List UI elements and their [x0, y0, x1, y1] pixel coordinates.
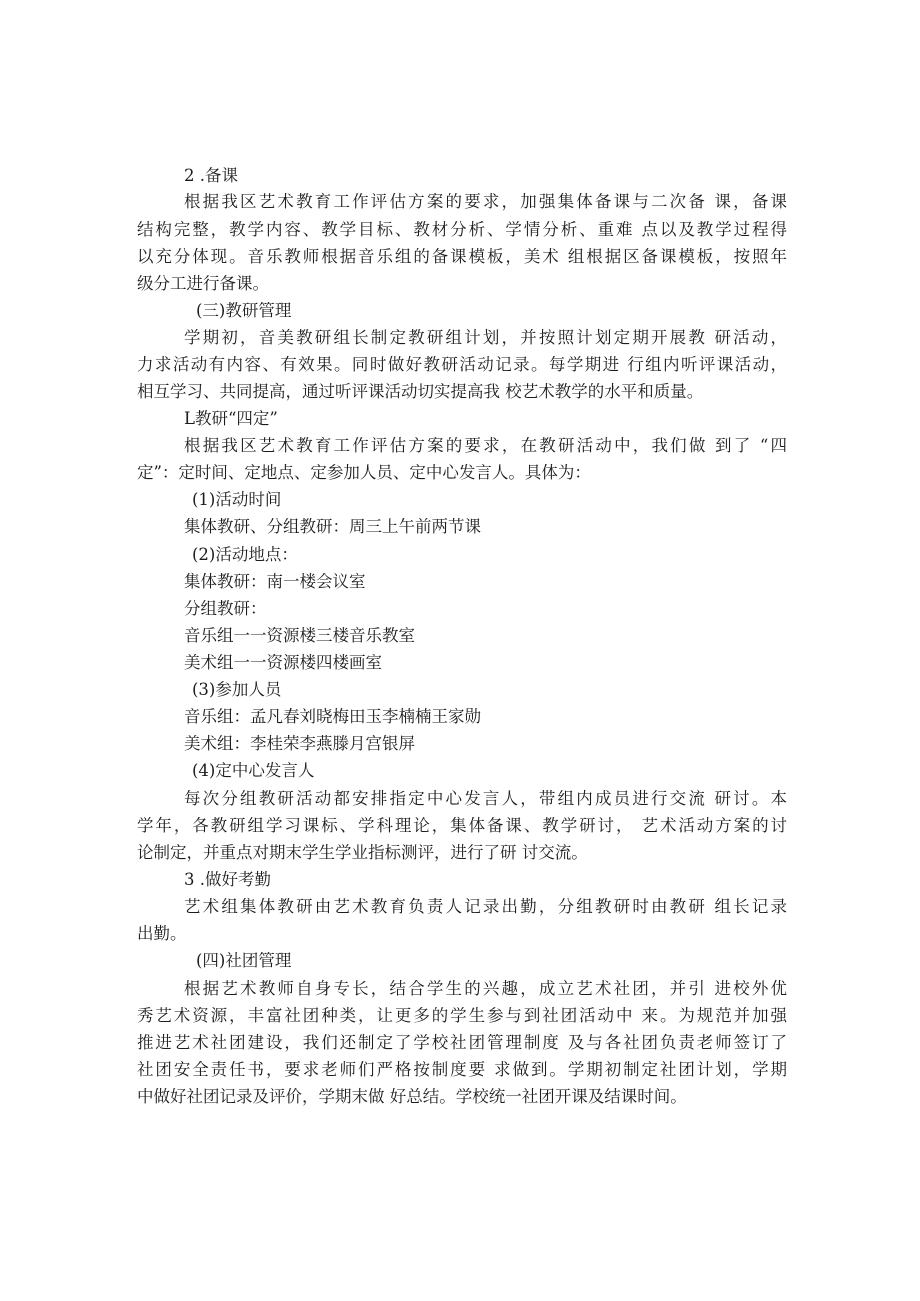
paragraph-line: 中做好社团记录及评价，学期末做 好总结。学校统一社团开课及结课时间。: [137, 1087, 687, 1106]
paragraph-line: 推进艺术社团建设，我们还制定了学校社团管理制度 及与各社团负责老师签订了: [137, 1033, 787, 1052]
paragraph-line: 以充分体现。音乐教师根据音乐组的备课模板，美术 组根据区备课模板，按照年: [137, 247, 787, 266]
paragraph-line: 学期初，音美教研组长制定教研组计划，并按照计划定期开展教 研活动，: [184, 328, 787, 347]
section-heading-club-management: (四)社团管理: [196, 951, 292, 970]
paragraph-line: 结构完整，教学内容、教学目标、教材分析、学情分析、重难 点以及教学过程得: [137, 220, 787, 239]
paragraph-line: 根据我区艺术教育工作评估方案的要求，加强集体备课与二次备 课，备课: [184, 192, 787, 211]
list-item: 美术组：李桂荣李燕滕月宫银屏: [184, 734, 415, 753]
paragraph-line: 艺术组集体教研由艺术教育负责人记录出勤，分组教研时由教研 组长记录: [184, 897, 787, 916]
paragraph-line: 每次分组教研活动都安排指定中心发言人，带组内成员进行交流 研讨。本: [184, 789, 787, 808]
paragraph-line: 社团安全责任书，要求老师们严格按制度要 求做到。学期初制定社团计划，学期: [137, 1060, 787, 1079]
paragraph-line: 定”：定时间、定地点、定参加人员、定中心发言人。具体为：: [137, 463, 591, 482]
list-item: 音乐组一一资源楼三楼音乐教室: [184, 626, 415, 645]
list-item: 分组教研：: [184, 599, 267, 618]
paragraph-line: 根据我区艺术教育工作评估方案的要求，在教研活动中，我们做 到了 “四: [184, 436, 787, 455]
paragraph-line: 级分工进行备课。: [137, 274, 269, 293]
section-heading-research-management: (三)教研管理: [196, 301, 292, 320]
list-heading: (1)活动时间: [192, 490, 282, 509]
paragraph-line: 学年，各教研组学习课标、学科理论，集体备课、教学研讨， 艺术活动方案的讨: [137, 816, 787, 835]
section-heading-attendance: 3 .做好考勤: [184, 870, 271, 889]
paragraph-line: 秀艺术资源，丰富社团种类，让更多的学生参与到社团活动中 来。为规范并加强: [137, 1006, 787, 1025]
section-heading-preparation: 2 .备课: [184, 166, 238, 185]
paragraph-line: 力求活动有内容、有效果。同时做好教研活动记录。每学期进 行组内听评课活动，: [137, 355, 787, 374]
list-heading: (2)活动地点：: [192, 545, 298, 564]
section-heading-four-fixed: L教研“四定”: [184, 409, 278, 428]
paragraph-line: 出勤。: [137, 924, 187, 943]
list-heading: (4)定中心发言人: [192, 761, 315, 780]
paragraph-line: 根据艺术教师自身专长，结合学生的兴趣，成立艺术社团，并引 进校外优: [184, 979, 787, 998]
list-item: 集体教研、分组教研：周三上午前两节课: [184, 517, 481, 536]
paragraph-line: 相互学习、共同提高，通过听评课活动切实提高我 校艺术教学的水平和质量。: [137, 382, 704, 401]
list-item: 集体教研：南一楼会议室: [184, 572, 366, 591]
list-item: 音乐组：孟凡春刘晓梅田玉李楠楠王家勋: [184, 707, 481, 726]
paragraph-line: 论制定，并重点对期末学生学业指标测评，进行了研 讨交流。: [137, 843, 588, 862]
list-heading: (3)参加人员: [192, 680, 282, 699]
list-item: 美术组一一资源楼四楼画室: [184, 653, 382, 672]
